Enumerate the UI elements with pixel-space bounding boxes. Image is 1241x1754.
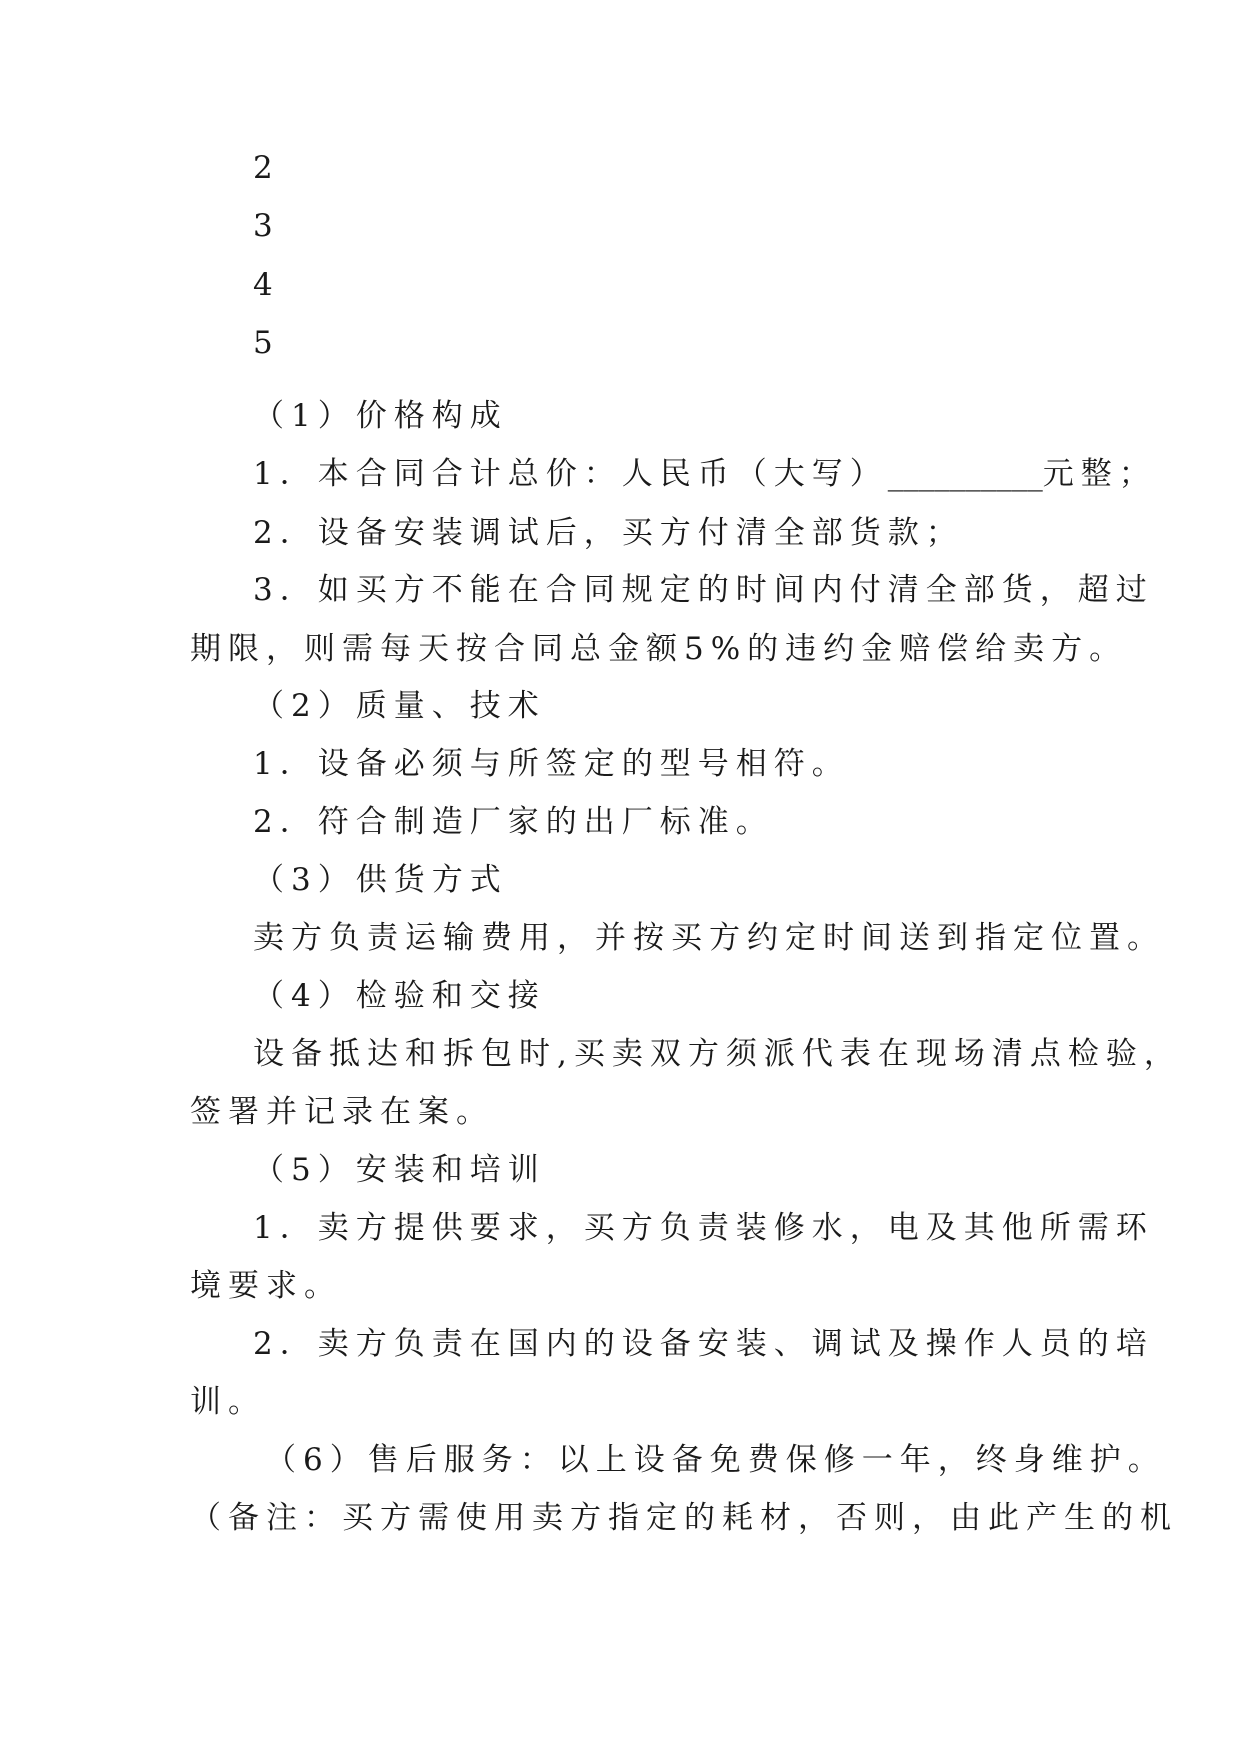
price-item-1-suffix: 元整；: [1042, 456, 1157, 492]
service-note-line: （备注：买方需使用卖方指定的耗材，否则，由此产生的机: [190, 1500, 1178, 1536]
number-line-2: 2: [253, 150, 273, 186]
price-heading: （1）价格构成: [253, 398, 508, 434]
quality-heading: （2）质量、技术: [253, 688, 546, 724]
price-item-3-line-1: 3．如买方不能在合同规定的时间内付清全部货，超过: [253, 572, 1154, 608]
price-item-2: 2．设备安装调试后，买方付清全部货款；: [253, 515, 964, 551]
number-line-5: 5: [253, 325, 273, 361]
quality-item-2: 2．符合制造厂家的出厂标准。: [253, 804, 774, 840]
number-line-4: 4: [253, 267, 273, 303]
inspection-line-1: 设备抵达和拆包时,买卖双方须派代表在现场清点检验，: [253, 1036, 1182, 1072]
supply-heading: （3）供货方式: [253, 862, 508, 898]
service-line: （6）售后服务：以上设备免费保修一年，终身维护。: [265, 1442, 1166, 1478]
price-item-1: [253, 454, 1157, 494]
install-heading: （5）安装和培训: [253, 1152, 546, 1188]
install-item-2-line-1: 2．卖方负责在国内的设备安装、调试及操作人员的培: [253, 1326, 1154, 1362]
quality-item-1: 1．设备必须与所签定的型号相符。: [253, 746, 850, 782]
supply-text: 卖方负责运输费用，并按买方约定时间送到指定位置。: [253, 920, 1165, 956]
price-item-3-line-2: 期限，则需每天按合同总金额5%的违约金赔偿给卖方。: [190, 631, 1128, 667]
inspection-line-2: 签署并记录在案。: [190, 1094, 494, 1130]
install-item-2-line-2: 训。: [190, 1384, 266, 1420]
inspection-heading: （4）检验和交接: [253, 978, 546, 1014]
install-item-1-line-1: 1．卖方提供要求，买方负责装修水，电及其他所需环: [253, 1210, 1154, 1246]
price-amount-blank: __________: [887, 456, 1043, 492]
price-item-1-prefix: 1．本合同合计总价：人民币（大写）: [253, 456, 888, 492]
install-item-1-line-2: 境要求。: [190, 1268, 342, 1304]
number-line-3: 3: [253, 208, 273, 244]
